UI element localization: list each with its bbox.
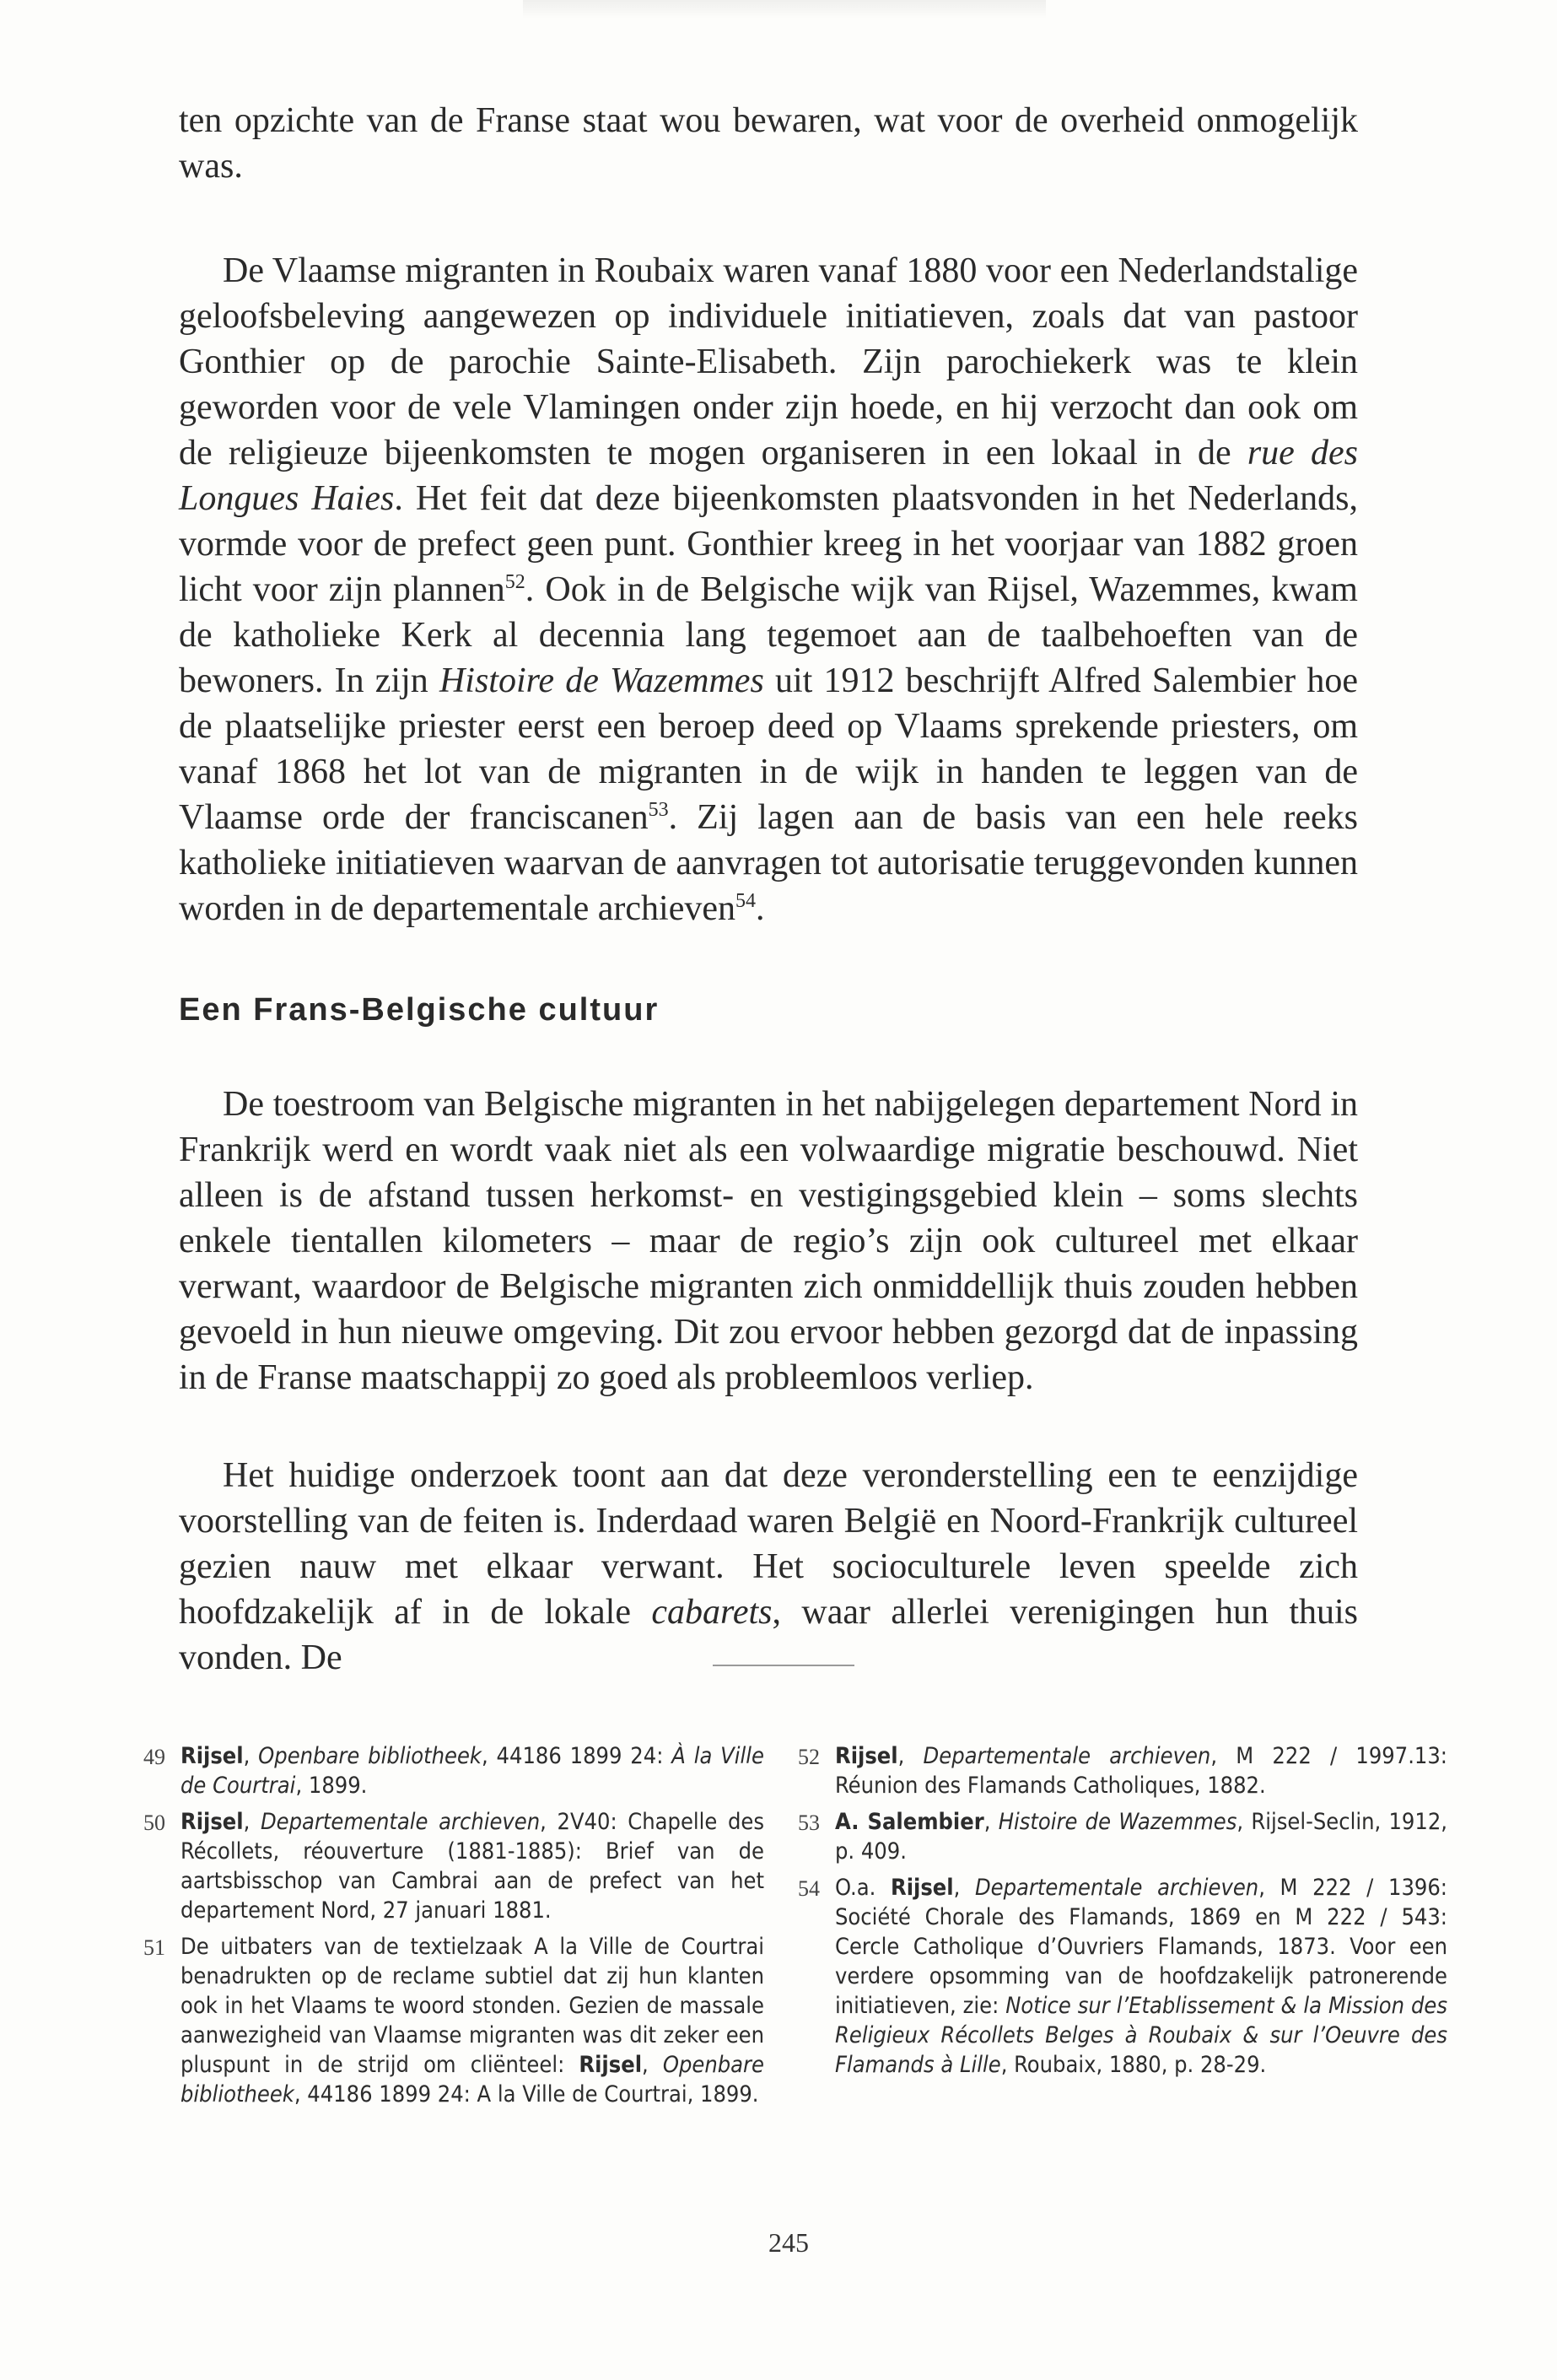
footnote-separator	[713, 1665, 854, 1666]
footnote-ref-52[interactable]: 52	[504, 571, 525, 593]
page-number: 245	[768, 2227, 809, 2258]
show-through-bleed	[523, 0, 1046, 19]
footnotes-left-column	[143, 1741, 764, 2116]
paragraph-toestroom: De toestroom van Belgische migranten in het nabijgelegen departement Nord in Frankrijk werd en wordt vaak niet als een volwaardige migratie beschouwd. Niet alleen is de afstand tussen herkomst- en vestigingsgebied klein – soms slechts enkele tientallen kilometers – maar de regio’s zijn ook cultureel met elkaar verwant, waardoor de Belgische migranten zich onmiddellijk thuis zouden hebben gevoeld in hun nieuwe omgeving. Dit zou ervoor hebben gezorgd dat de inpassing in de Franse maatschappij zo goed als probleemloos verliep.	[179, 1085, 1358, 1397]
footnote-ref-54[interactable]: 54	[735, 890, 757, 912]
footnote-49: 49 Rijsel, Openbare bibliotheek, 44186 1899 24: À la Ville de Courtrai, 1899.	[143, 1743, 764, 1799]
paragraph-continuation: ten opzichte van de Franse staat wou bewaren, wat voor de overheid onmogelijk was.	[179, 101, 1358, 186]
footnote-50: 50 Rijsel, Departementale archieven, 2V40: Chapelle des Récollets, réouverture (1881-1885): Brief van de aartsbisschop van Cambrai aan de prefect van het departement Nord, 27 januari 1881.	[143, 1809, 765, 1924]
footnote-51: 51 De uitbaters van de textielzaak A la Ville de Courtrai benadrukten op de reclame subtiel dat zij hun klanten ook in het Vlaams te woord stonden. Gezien de massale aanwezigheid van Vlaamse migranten was dit zeker een pluspunt in de strijd om cliënteel: Rijsel, Openbare bibliotheek, 44186 1899 24: A la Ville de Courtrai, 1899.	[143, 1934, 764, 2107]
footnote-54: 54 O.a. Rijsel, Departementale archieven, M 222 / 1396: Société Chorale des Flamands, 1869 en M 222 / 543: Cercle Catholique d’Ouvriers Flamands, 1873. Voor een verdere opsomming van de hoofdzakelijk patronerende initiatieven, zie: Notice sur l’Etablissement & la Mission des Religieux Récollets Belges à Roubaix & sur l’Oeuvre des Flamands à Lille, Roubaix, 1880, p. 28-29.	[798, 1875, 1447, 2078]
footnote-ref-53[interactable]: 53	[648, 799, 669, 821]
footnotes-right-column	[798, 1741, 1447, 2086]
footnote-52: 52 Rijsel, Departementale archieven, M 222 / 1997.13: Réunion des Flamands Catholiques, 1882.	[798, 1743, 1447, 1799]
footnote-53: 53 A. Salembier, Histoire de Wazemmes, Rijsel-Seclin, 1912, p. 409.	[798, 1809, 1447, 1865]
section-heading: Een Frans-Belgische cultuur	[179, 992, 660, 1028]
paragraph-huidige-onderzoek: Het huidige onderzoek toont aan dat deze veronderstelling een te eenzijdige voorstelling van de feiten is. Inderdaad waren België en Noord-Frankrijk cultureel gezien nauw met elkaar verwant. Het socioculturele leven speelde zich hoofdzakelijk af in de lokale cabarets, waar allerlei verenigingen hun thuis vonden. De	[179, 1456, 1359, 1677]
paragraph-vlaamse-migranten: De Vlaamse migranten in Roubaix waren vanaf 1880 voor een Nederlandstalige geloofsbeleving aangewezen op individuele initiatieven, zoals dat van pastoor Gonthier op de parochie Sainte-Elisabeth. Zijn parochiekerk was te klein geworden voor de vele Vlamingen onder zijn hoede, en hij verzocht dan ook om de religieuze bijeenkomsten te mogen organiseren in een lokaal in de rue des Longues Haies. Het feit dat deze bijeenkomsten plaatsvonden in het Nederlands, vormde voor de prefect geen punt. Gonthier kreeg in het voorjaar van 1882 groen licht voor zijn plannen$^{52}$. Ook in de Belgische wijk van Rijsel, Wazemmes, kwam de katholieke Kerk al decennia lang tegemoet aan de taalbehoeften van de bewoners. In zijn Histoire de Wazemmes uit 1912 beschrijft Alfred Salembier hoe de plaatselijke priester eerst een beroep deed op Vlaams sprekende priesters, om vanaf 1868 het lot van de migranten in de wijk in handen te leggen van de Vlaamse orde der franciscanen$^{53}$. Zij lagen aan de basis van een hele reeks katholieke initiatieven waarvan de aanvragen tot autorisatie teruggevonden kunnen worden in de departementale archieven$^{54}$.	[179, 251, 1358, 928]
